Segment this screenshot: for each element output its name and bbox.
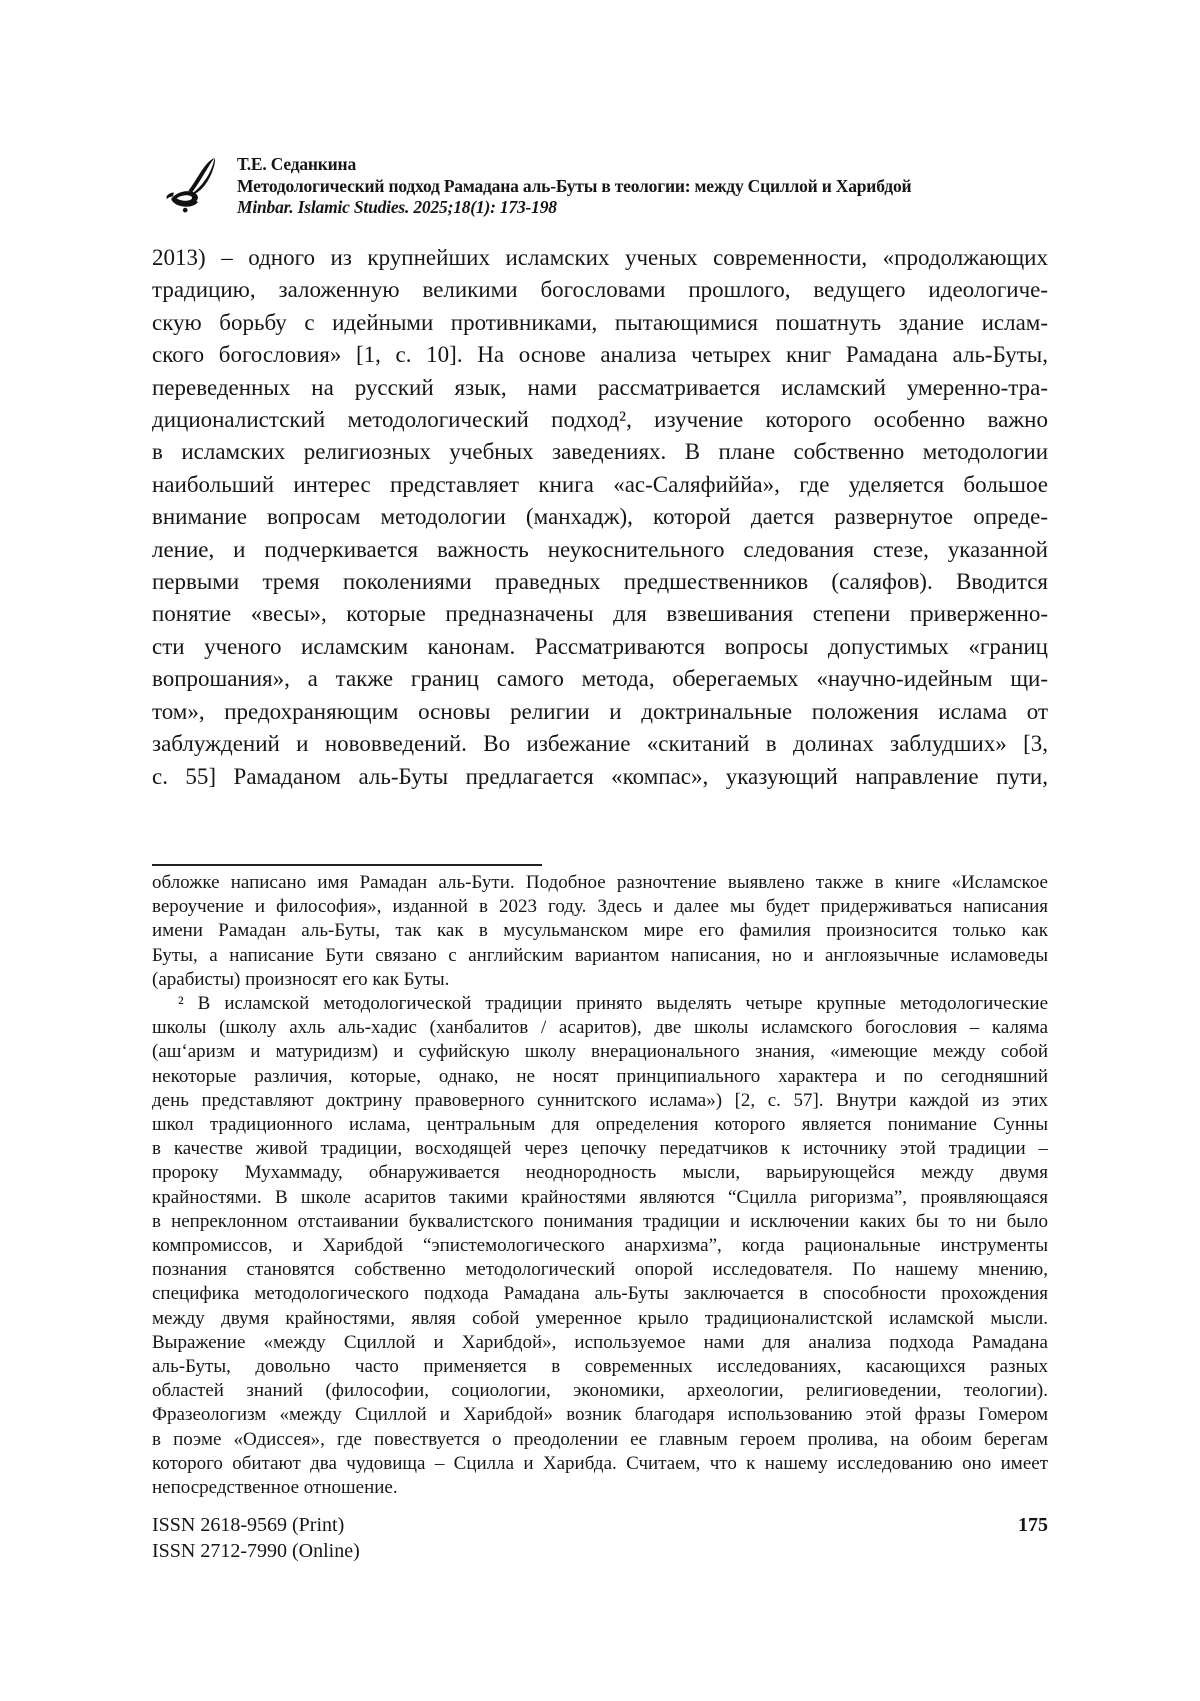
footnote-2 xyxy=(152,992,1048,1500)
text-line: ского богословия» [1, с. 10]. На основе анализа четырех книг Рамадана аль-Буты, xyxy=(152,342,1048,368)
issn-online: ISSN 2712-7990 (Online) xyxy=(152,1540,360,1562)
text-line: наибольший интерес представляет книга «ас-Саляфиййа», где уделяется большое xyxy=(152,471,1048,497)
text-line: крайностями. В школе асаритов такими крайностями являются “Сцилла ригоризма”, проявляющаяся xyxy=(152,1186,1048,1208)
text-line: аль-Буты, довольно часто применяется в современных исследованиях, касающихся разных xyxy=(152,1356,1048,1378)
text-line: день представляют доктрину правоверного суннитского ислама») [2, с. 57]. Внутри каждой из этих xyxy=(152,1089,1048,1111)
text-line: (арабисты) произносят его как Буты. xyxy=(152,968,450,990)
text-line: в поэме «Одиссея», где повествуется о преодолении ее главным героем пролива, на обоим берегам xyxy=(152,1428,1048,1450)
text-line: в непреклонном отстаивании буквалистского понимания традиции и исключении каких бы то ни было xyxy=(152,1210,1048,1232)
text-line: диционалистский методологический подход², изучение которого особенно важно xyxy=(152,407,1048,433)
text-line: областей знаний (философии, социологии, экономики, археологии, религиоведении, теологии). xyxy=(152,1380,1048,1402)
text-line: заблуждений и нововведений. Во избежание «скитаний в долинах заблудших» [3, xyxy=(152,731,1048,757)
text-line: в исламских религиозных учебных заведениях. В плане собственно методологии xyxy=(152,439,1048,465)
issn-print: ISSN 2618-9569 (Print) xyxy=(152,1514,345,1536)
text-line: познания становятся собственно методологический опорой исследователя. По нашему мнению, xyxy=(152,1259,1048,1281)
header-text-block xyxy=(237,154,911,219)
page-header xyxy=(163,154,911,219)
footnotes-section xyxy=(152,871,1048,1500)
text-line: понятие «весы», которые предназначены для взвешивания степени приверженно- xyxy=(152,601,1048,627)
text-line: специфика методологического подхода Рамадана аль-Буты заключается в способности прохождения xyxy=(152,1283,1048,1305)
footnote-separator-rule xyxy=(152,864,542,866)
journal-citation: Minbar. Islamic Studies. 2025;18(1): 173-198 xyxy=(237,197,557,217)
text-line: (аш‘аризм и матуридизм) и суфийскую школу внерационального знания, «имеющие между собой xyxy=(152,1041,1048,1063)
text-line: некоторые различия, которые, однако, не носят принципиального характера и по сегодняшний xyxy=(152,1065,1048,1087)
text-line: сти ученого исламским канонам. Рассматриваются вопросы допустимых «границ xyxy=(152,633,1048,659)
text-line: обложке написано имя Рамадан аль-Бути. Подобное разночтение выявлено также в книге «Исламское xyxy=(152,872,1048,893)
text-line: компромиссов, и Харибдой “эпистемологического анархизма”, когда рациональные инструменты xyxy=(152,1235,1048,1257)
text-line: Буты, а написание Бути связано с английским вариантом написания, но и англоязычные исламоведы xyxy=(152,944,1048,966)
text-line: которого обитают два чудовища – Сцилла и Харибда. Считаем, что к нашему исследованию оно имеет xyxy=(152,1452,1048,1474)
text-line: школы (школу ахль аль-хадис (ханбалитов / асаритов), две школы исламского богословия – каляма xyxy=(152,1017,1048,1039)
text-line: том», предохраняющим основы религии и доктринальные положения ислама от xyxy=(152,698,1048,724)
page-footer xyxy=(152,1512,1048,1564)
text-line: между двумя крайностями, являя собой умеренное крыло традиционалистской исламской мысли. xyxy=(152,1307,1048,1329)
text-line: с. 55] Рамаданом аль-Буты предлагается «компас», указующий направление пути, xyxy=(152,763,1048,789)
text-line: 2013) – одного из крупнейших исламских ученых современности, «продолжающих xyxy=(152,245,1048,270)
author-name: Т.Е. Седанкина xyxy=(237,154,356,174)
text-line: вероучение и философия», изданной в 2023 году. Здесь и далее мы будет придерживаться написания xyxy=(152,896,1048,918)
issn-block xyxy=(152,1512,1048,1564)
text-line: переведенных на русский язык, нами рассматривается исламский умеренно-тра- xyxy=(152,374,1048,400)
text-line: вопрошания», а также границ самого метода, оберегаемых «научно-идейным щи- xyxy=(152,666,1048,692)
text-line: пророку Мухаммаду, обнаруживается неоднородность мысли, варьирующейся между двумя xyxy=(152,1162,1048,1184)
article-body-paragraph xyxy=(152,242,1048,793)
minbar-arabic-calligraphy-logo-icon xyxy=(163,156,221,218)
text-line: имени Рамадан аль-Буты, так как в мусульманском мире его фамилия произносится только как xyxy=(152,920,1048,942)
text-line: непосредственное отношение. xyxy=(152,1477,398,1499)
text-line: скую борьбу с идейными противниками, пытающимися пошатнуть здание ислам- xyxy=(152,309,1048,335)
text-line: Выражение «между Сциллой и Харибдой», используемое нами для анализа подхода Рамадана xyxy=(152,1331,1048,1353)
footnote-1-continuation xyxy=(152,871,1048,992)
page-number: 175 xyxy=(1018,1514,1048,1536)
text-line: ² В исламской методологической традиции принято выделять четыре крупные методологические xyxy=(178,993,1048,1015)
text-line: в качестве живой традиции, восходящей через цепочку передатчиков к источнику этой традиции – xyxy=(152,1138,1048,1160)
text-line: Фразеологизм «между Сциллой и Харибдой» возник благодаря использованию этой фразы Гомером xyxy=(152,1404,1048,1426)
article-title: Методологический подход Рамадана аль-Буты в теологии: между Сциллой и Харибдой xyxy=(237,175,912,196)
text-line: традицию, заложенную великими богословами прошлого, ведущего идеологиче- xyxy=(152,277,1048,303)
text-line: ление, и подчеркивается важность неукоснительного следования стезе, указанной xyxy=(152,536,1048,562)
text-line: школ традиционного ислама, центральным для определения которого является понимание Сунны xyxy=(152,1114,1048,1136)
text-line: первыми тремя поколениями праведных предшественников (саляфов). Вводится xyxy=(152,569,1048,595)
text-line: внимание вопросам методологии (манхадж), которой дается развернутое опреде- xyxy=(152,504,1048,530)
